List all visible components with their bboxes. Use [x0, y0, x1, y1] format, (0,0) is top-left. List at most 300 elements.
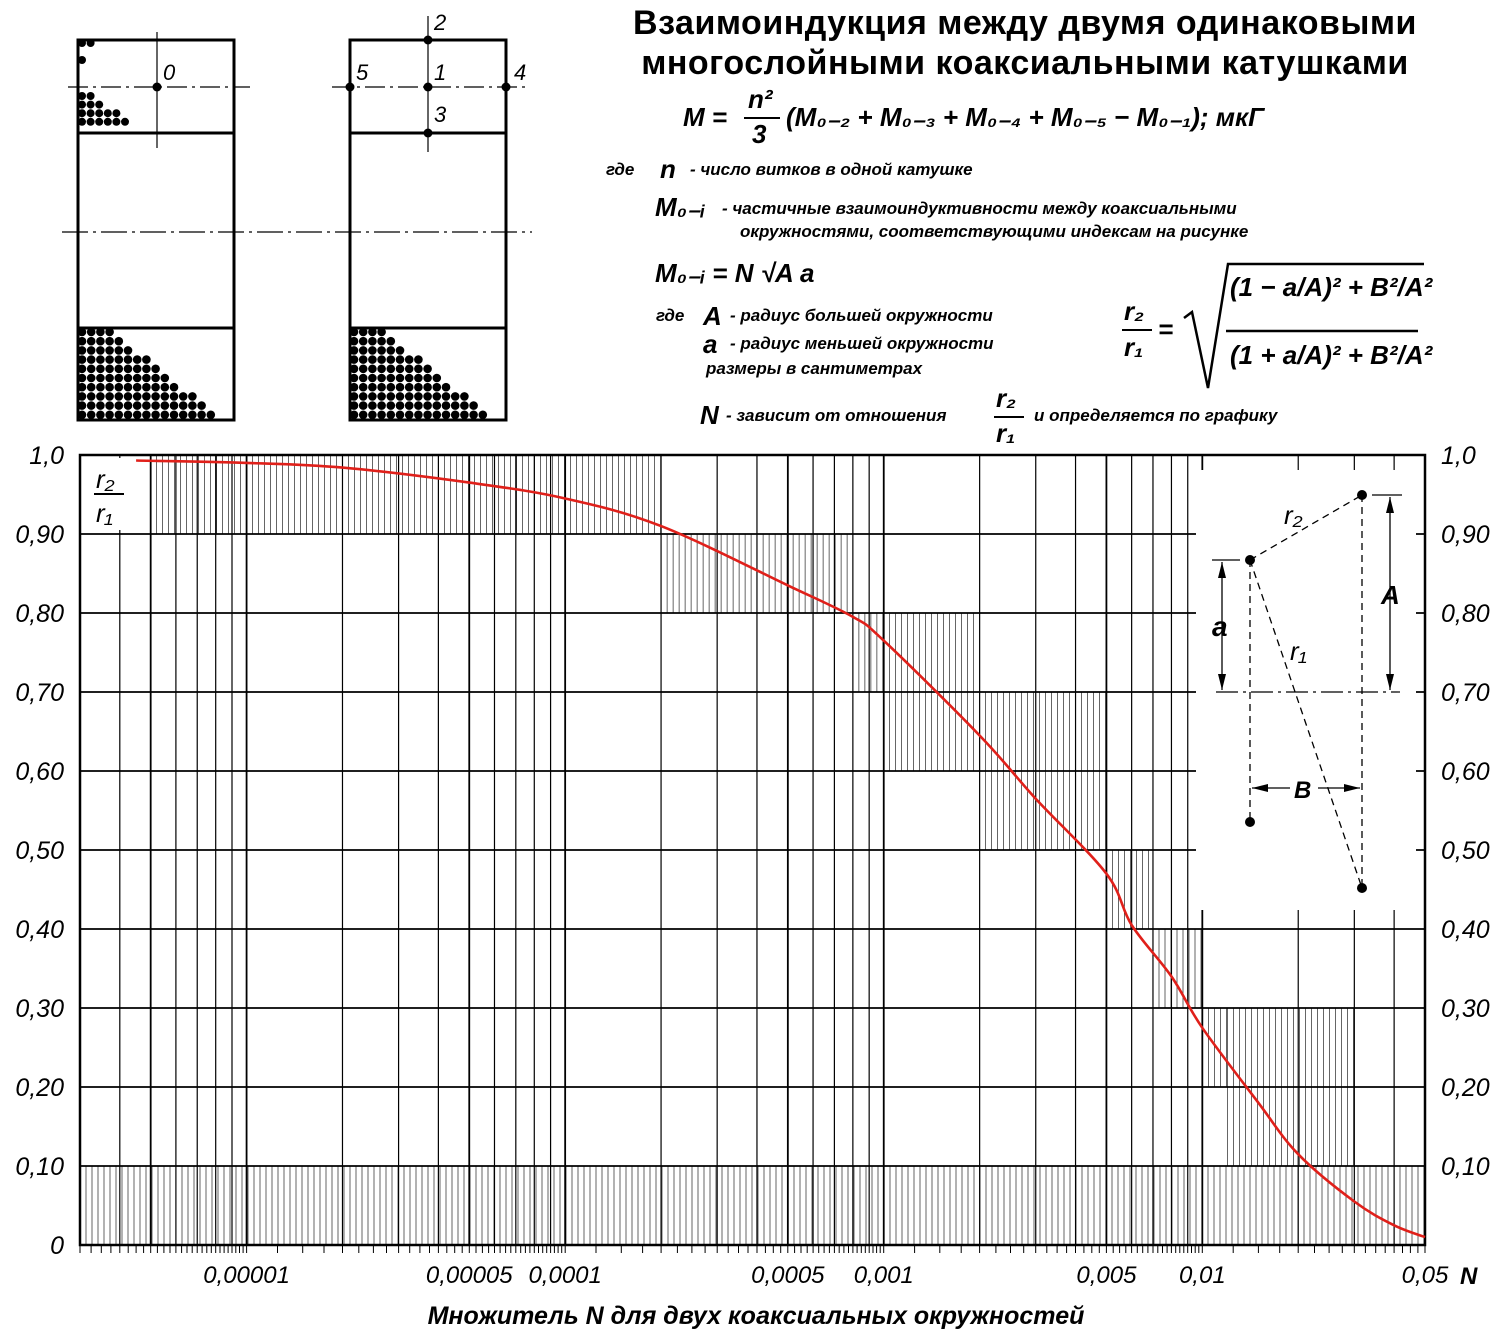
- title-line-2: многослойными коаксиальными катушками: [641, 44, 1409, 82]
- winding-dot: [433, 401, 442, 410]
- winding-dot: [442, 401, 451, 410]
- winding-dot: [396, 383, 405, 392]
- x-tick-label: 0,001: [853, 1262, 914, 1289]
- inset-B-label: B: [1294, 777, 1312, 804]
- winding-dot: [350, 355, 359, 364]
- point-1: [424, 83, 433, 92]
- y-tick-label-right: 0,20: [1441, 1074, 1490, 1102]
- inset-point-a: [1245, 555, 1255, 565]
- winding-dot: [197, 401, 206, 410]
- winding-dot: [151, 365, 160, 374]
- winding-dot: [105, 383, 114, 392]
- hatch-band-1: [247, 455, 661, 534]
- winding-dot: [460, 401, 469, 410]
- formula-main-num: n²: [748, 84, 773, 114]
- winding-dot: [105, 374, 114, 383]
- winding-dot: [387, 383, 396, 392]
- winding-dot: [350, 374, 359, 383]
- chart-x-tick-labels: [203, 1262, 1449, 1289]
- winding-dot: [451, 392, 460, 401]
- winding-dot: [170, 401, 179, 410]
- winding-dot: [124, 346, 133, 355]
- formula-main-den: 3: [752, 119, 767, 149]
- y-tick-label-left: 0,20: [15, 1074, 64, 1102]
- winding-dot: [442, 392, 451, 401]
- winding-dot: [469, 401, 478, 410]
- point-3: [424, 129, 433, 138]
- y-tick-label-left: 0,80: [15, 600, 64, 628]
- winding-dot: [207, 411, 216, 420]
- winding-dot: [170, 411, 179, 420]
- winding-dot: [460, 392, 469, 401]
- winding-dot: [396, 411, 405, 420]
- winding-dot: [96, 365, 105, 374]
- winding-dot: [151, 411, 160, 420]
- winding-dot: [95, 118, 103, 126]
- y-tick-label-right: 0,90: [1441, 521, 1490, 549]
- winding-dot: [115, 401, 124, 410]
- winding-dot: [179, 411, 188, 420]
- winding-dot: [387, 346, 396, 355]
- point-5: [346, 83, 355, 92]
- winding-dot: [387, 411, 396, 420]
- winding-dot: [87, 92, 95, 100]
- winding-dot: [414, 401, 423, 410]
- sqrt-denominator: (1 + a/A)² + B²/A²: [1230, 340, 1433, 370]
- winding-dot: [161, 383, 170, 392]
- winding-dot: [405, 383, 414, 392]
- winding-dot: [377, 365, 386, 374]
- y-tick-label-right: 1,0: [1441, 442, 1476, 470]
- winding-dot: [133, 355, 142, 364]
- winding-dot: [142, 411, 151, 420]
- x-tick-label: 0,00001: [203, 1262, 290, 1289]
- winding-dot: [142, 355, 151, 364]
- winding-dot: [405, 374, 414, 383]
- winding-dot: [405, 401, 414, 410]
- a-description: - радиус меньшей окружности: [730, 334, 994, 353]
- x-tick-label: 0,00005: [425, 1262, 513, 1289]
- N-ratio-den: r₁: [996, 418, 1016, 448]
- winding-dot: [78, 56, 86, 64]
- winding-dot: [387, 365, 396, 374]
- A-symbol: A: [703, 301, 722, 331]
- winding-dot: [414, 365, 423, 374]
- winding-dot: [87, 118, 95, 126]
- winding-dot: [359, 392, 368, 401]
- winding-dot: [151, 383, 160, 392]
- ratio-num: r₂: [1124, 296, 1145, 326]
- winding-dot: [87, 401, 96, 410]
- winding-dot: [78, 365, 87, 374]
- point-5-label: 5: [356, 60, 369, 85]
- winding-dot: [133, 392, 142, 401]
- winding-dot: [350, 383, 359, 392]
- winding-dot: [96, 346, 105, 355]
- winding-dot: [78, 401, 87, 410]
- winding-dot: [78, 337, 87, 346]
- y-tick-label-right: 0,50: [1441, 837, 1490, 865]
- winding-dot: [78, 328, 87, 337]
- winding-dot: [78, 383, 87, 392]
- winding-dot: [115, 383, 124, 392]
- winding-dot: [104, 118, 112, 126]
- winding-dot: [433, 411, 442, 420]
- winding-dot: [405, 392, 414, 401]
- winding-dot: [96, 383, 105, 392]
- winding-dot: [359, 411, 368, 420]
- winding-dot: [405, 411, 414, 420]
- winding-dot: [78, 39, 86, 47]
- ratio-equals: =: [1158, 314, 1174, 344]
- A-description: - радиус большей окружности: [730, 306, 993, 325]
- winding-dot: [423, 365, 432, 374]
- winding-dot: [451, 401, 460, 410]
- winding-dot: [405, 355, 414, 364]
- winding-dot: [115, 392, 124, 401]
- formula-main-left: M =: [683, 102, 728, 132]
- winding-dot: [442, 411, 451, 420]
- chart: [15, 442, 1489, 1330]
- winding-dot: [179, 401, 188, 410]
- winding-dot: [115, 355, 124, 364]
- winding-dot: [124, 401, 133, 410]
- winding-dot: [78, 374, 87, 383]
- winding-dot: [142, 383, 151, 392]
- ylabel-num: r₂: [96, 464, 115, 494]
- inset-r1-label: r₁: [1290, 636, 1307, 666]
- winding-dot: [368, 346, 377, 355]
- winding-dot: [377, 401, 386, 410]
- N-ratio-num: r₂: [996, 383, 1017, 413]
- n-symbol: n: [660, 154, 676, 184]
- x-axis-title: Множитель N для двух коаксиальных окружностей: [427, 1302, 1085, 1330]
- coil-diagram: [62, 10, 532, 420]
- winding-dot: [451, 411, 460, 420]
- winding-dot: [368, 337, 377, 346]
- winding-dot: [188, 392, 197, 401]
- winding-dot: [161, 401, 170, 410]
- winding-dot: [396, 374, 405, 383]
- x-tick-label: 0,005: [1076, 1262, 1137, 1289]
- inset-geometry-diagram: [1196, 470, 1416, 910]
- hatch-band-8: [1202, 1008, 1226, 1087]
- winding-dot: [78, 355, 87, 364]
- winding-dot: [124, 365, 133, 374]
- winding-dot: [377, 374, 386, 383]
- winding-dot: [105, 411, 114, 420]
- point-0-label: 0: [163, 60, 176, 85]
- winding-dot: [350, 346, 359, 355]
- winding-dot: [87, 109, 95, 117]
- winding-dot: [387, 337, 396, 346]
- winding-dot: [87, 39, 95, 47]
- winding-dot: [368, 383, 377, 392]
- winding-dot: [78, 118, 86, 126]
- winding-dot: [104, 109, 112, 117]
- winding-dot: [414, 374, 423, 383]
- winding-dot: [387, 392, 396, 401]
- y-tick-label-left: 0,40: [15, 916, 64, 944]
- winding-dot: [78, 392, 87, 401]
- winding-dot: [179, 392, 188, 401]
- winding-dot: [133, 374, 142, 383]
- winding-dot: [105, 346, 114, 355]
- winding-dot: [124, 411, 133, 420]
- winding-dot: [115, 346, 124, 355]
- winding-dot: [387, 401, 396, 410]
- winding-dot: [359, 328, 368, 337]
- winding-dot: [87, 365, 96, 374]
- winding-dot: [161, 392, 170, 401]
- winding-dot: [95, 109, 103, 117]
- y-tick-label-left: 0,60: [15, 758, 64, 786]
- winding-dot: [423, 392, 432, 401]
- winding-dot: [133, 383, 142, 392]
- winding-dot: [96, 392, 105, 401]
- winding-dot: [350, 401, 359, 410]
- winding-dot: [133, 411, 142, 420]
- point-2: [424, 36, 433, 45]
- winding-dot: [188, 411, 197, 420]
- ylabel-den: r₁: [96, 498, 113, 528]
- winding-dot: [112, 109, 120, 117]
- radical-sign: [1184, 264, 1424, 388]
- winding-dot: [87, 411, 96, 420]
- winding-dot: [87, 101, 95, 109]
- coil-windings: [78, 39, 487, 419]
- winding-dot: [124, 383, 133, 392]
- units-note: размеры в сантиметрах: [706, 359, 923, 378]
- N-symbol: N: [700, 400, 719, 430]
- winding-dot: [433, 374, 442, 383]
- winding-dot: [368, 411, 377, 420]
- winding-dot: [359, 365, 368, 374]
- winding-dot: [142, 365, 151, 374]
- point-2-label: 2: [434, 10, 447, 35]
- winding-dot: [95, 101, 103, 109]
- winding-dot: [359, 374, 368, 383]
- winding-dot: [359, 337, 368, 346]
- winding-dot: [170, 392, 179, 401]
- winding-dot: [115, 337, 124, 346]
- winding-dot: [405, 365, 414, 374]
- winding-dot: [124, 355, 133, 364]
- y-tick-label-right: 0,80: [1441, 600, 1490, 628]
- winding-dot: [105, 401, 114, 410]
- point-3-label: 3: [434, 102, 447, 127]
- point-1-label: 1: [434, 60, 447, 85]
- winding-dot: [387, 374, 396, 383]
- winding-dot: [87, 392, 96, 401]
- winding-dot: [133, 401, 142, 410]
- winding-dot: [469, 411, 478, 420]
- winding-dot: [377, 355, 386, 364]
- y-tick-label-left: 0,50: [15, 837, 64, 865]
- x-axis-symbol: N: [1460, 1263, 1478, 1290]
- winding-dot: [105, 355, 114, 364]
- x-tick-label: 0,01: [1178, 1262, 1226, 1289]
- winding-dot: [115, 374, 124, 383]
- inset-background: [1196, 470, 1416, 910]
- winding-dot: [188, 401, 197, 410]
- winding-dot: [377, 346, 386, 355]
- inset-a-label: a: [1212, 611, 1228, 642]
- winding-dot: [423, 411, 432, 420]
- hatch-band-0: [151, 455, 241, 534]
- where-label: где: [606, 160, 635, 179]
- winding-dot: [87, 374, 96, 383]
- y-tick-label-left: 0,10: [15, 1153, 64, 1181]
- winding-dot: [96, 328, 105, 337]
- y-tick-label-right: 0,70: [1441, 679, 1490, 707]
- winding-dot: [142, 392, 151, 401]
- a-symbol: a: [703, 329, 718, 359]
- winding-dot: [78, 92, 86, 100]
- winding-dot: [151, 392, 160, 401]
- point-0: [153, 83, 162, 92]
- inset-point-A-mirror: [1357, 883, 1367, 893]
- winding-dot: [124, 392, 133, 401]
- winding-dot: [460, 411, 469, 420]
- sqrt-numerator: (1 − a/A)² + B²/A²: [1230, 272, 1433, 302]
- y-tick-label-left: 0: [50, 1232, 64, 1260]
- y-tick-label-left: 0,30: [15, 995, 64, 1023]
- point-4: [502, 83, 511, 92]
- winding-dot: [368, 328, 377, 337]
- winding-dot: [433, 392, 442, 401]
- winding-dot: [151, 374, 160, 383]
- winding-dot: [479, 411, 488, 420]
- winding-dot: [87, 355, 96, 364]
- y-tick-label-right: 0,60: [1441, 758, 1490, 786]
- winding-dot: [161, 411, 170, 420]
- x-tick-label: 0,0005: [751, 1262, 825, 1289]
- x-tick-label: 0,05: [1401, 1262, 1449, 1289]
- winding-dot: [377, 328, 386, 337]
- n-description: - число витков в одной катушке: [690, 160, 973, 179]
- formula-main-right: (M₀₋₂ + M₀₋₃ + M₀₋₄ + M₀₋₅ − M₀₋₁); мкГ: [786, 102, 1265, 132]
- N-description-1: - зависит от отношения: [726, 406, 947, 425]
- winding-dot: [78, 346, 87, 355]
- m0i-description-1: - частичные взаимоиндуктивности между коаксиальными: [722, 199, 1237, 218]
- winding-dot: [105, 328, 114, 337]
- winding-dot: [105, 365, 114, 374]
- y-tick-label-right: 0,40: [1441, 916, 1490, 944]
- winding-dot: [368, 355, 377, 364]
- winding-dot: [396, 365, 405, 374]
- inset-point-A: [1357, 490, 1367, 500]
- winding-dot: [124, 374, 133, 383]
- winding-dot: [368, 392, 377, 401]
- winding-dot: [359, 355, 368, 364]
- winding-dot: [161, 374, 170, 383]
- winding-dot: [442, 383, 451, 392]
- y-tick-label-right: 0,30: [1441, 995, 1490, 1023]
- where-label-2: где: [656, 306, 685, 325]
- winding-dot: [96, 355, 105, 364]
- winding-dot: [387, 355, 396, 364]
- point-4-label: 4: [514, 60, 527, 85]
- y-tick-label-left: 1,0: [29, 442, 64, 470]
- winding-dot: [368, 401, 377, 410]
- winding-dot: [377, 392, 386, 401]
- winding-dot: [96, 411, 105, 420]
- y-tick-label-left: 0,70: [15, 679, 64, 707]
- title-line-1: Взаимоиндукция между двумя одинаковыми: [633, 4, 1417, 42]
- y-tick-label-right: 0,10: [1441, 1153, 1490, 1181]
- winding-dot: [423, 374, 432, 383]
- m0i-formula: M₀₋ᵢ = N √A a: [655, 258, 815, 288]
- winding-dot: [368, 374, 377, 383]
- winding-dot: [396, 392, 405, 401]
- hatch-band-10: [80, 1166, 1424, 1245]
- winding-dot: [423, 383, 432, 392]
- inset-A-label: A: [1381, 580, 1400, 610]
- winding-dot: [96, 374, 105, 383]
- winding-dot: [78, 109, 86, 117]
- inset-r2-label: r₂: [1284, 500, 1303, 530]
- winding-dot: [350, 337, 359, 346]
- winding-dot: [87, 328, 96, 337]
- winding-dot: [350, 365, 359, 374]
- winding-dot: [414, 383, 423, 392]
- winding-dot: [396, 355, 405, 364]
- winding-dot: [115, 411, 124, 420]
- winding-dot: [197, 411, 206, 420]
- winding-dot: [87, 337, 96, 346]
- winding-dot: [350, 328, 359, 337]
- winding-dot: [112, 118, 120, 126]
- winding-dot: [151, 401, 160, 410]
- winding-dot: [78, 411, 87, 420]
- winding-dot: [105, 337, 114, 346]
- winding-dot: [414, 392, 423, 401]
- winding-dot: [414, 411, 423, 420]
- winding-dot: [396, 346, 405, 355]
- m0i-description-2: окружностями, соответствующими индексам на рисунке: [740, 222, 1249, 241]
- inset-point-a-mirror: [1245, 817, 1255, 827]
- winding-dot: [96, 401, 105, 410]
- winding-dot: [115, 365, 124, 374]
- winding-dot: [105, 392, 114, 401]
- winding-dot: [359, 346, 368, 355]
- winding-dot: [377, 383, 386, 392]
- hatch-band-7: [1153, 929, 1201, 1008]
- winding-dot: [368, 365, 377, 374]
- winding-dot: [414, 355, 423, 364]
- y-tick-label-left: 0,90: [15, 521, 64, 549]
- winding-dot: [350, 392, 359, 401]
- ratio-den: r₁: [1124, 332, 1144, 362]
- winding-dot: [78, 101, 86, 109]
- winding-dot: [121, 118, 129, 126]
- x-tick-label: 0,0001: [528, 1262, 602, 1289]
- m0i-symbol: M₀₋ᵢ: [655, 192, 706, 222]
- winding-dot: [377, 411, 386, 420]
- winding-dot: [377, 337, 386, 346]
- winding-dot: [133, 365, 142, 374]
- winding-dot: [423, 401, 432, 410]
- winding-dot: [87, 383, 96, 392]
- winding-dot: [350, 411, 359, 420]
- winding-dot: [96, 337, 105, 346]
- winding-dot: [359, 383, 368, 392]
- winding-dot: [359, 401, 368, 410]
- winding-dot: [142, 401, 151, 410]
- winding-dot: [433, 383, 442, 392]
- winding-dot: [170, 383, 179, 392]
